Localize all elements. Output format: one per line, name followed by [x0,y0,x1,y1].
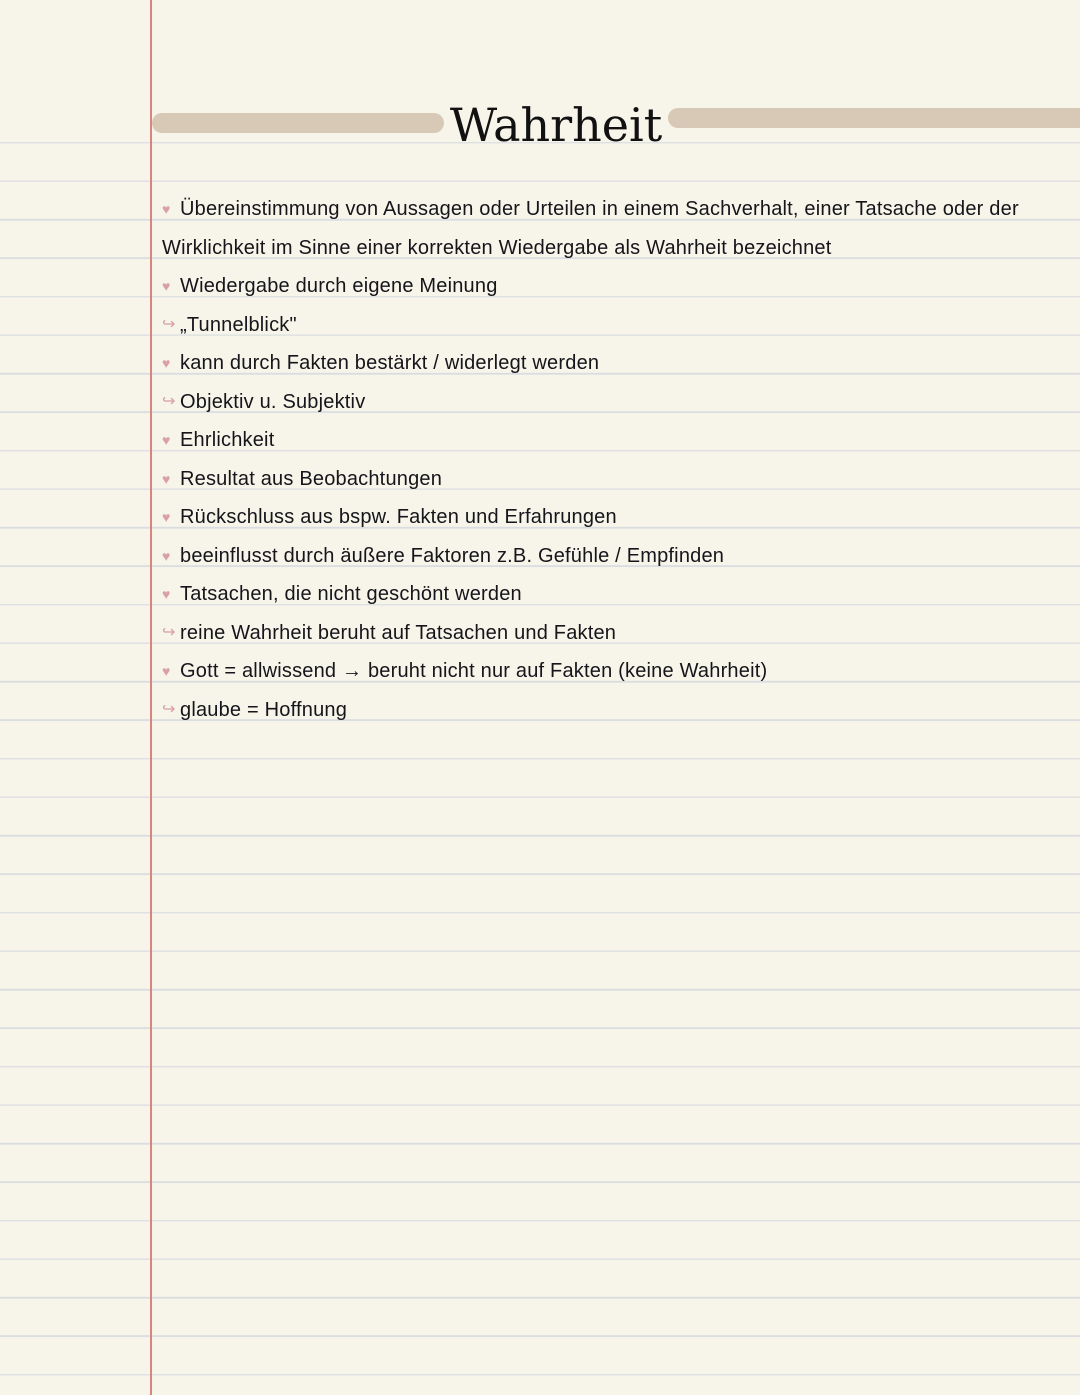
note-text: kann durch Fakten bestärkt / widerlegt werden [180,352,600,374]
list-item [162,498,1042,537]
heart-icon: ♥ [162,586,171,602]
arrow-icon: ↪ [162,700,176,718]
note-text: Ehrlichkeit [180,429,275,451]
note-text: Resultat aus Beobachtungen [180,467,443,490]
note-text: Wiedergabe durch eigene Meinung [180,275,498,297]
note-text: Gott = allwissend → beruht nicht nur auf Fakten (keine Wahrheit) [180,660,768,682]
notes-list [162,190,1042,729]
arrow-icon: ↪ [162,623,176,641]
heart-icon: ♥ [162,432,171,448]
note-text: reine Wahrheit beruht auf Tatsachen und Fakten [180,621,617,644]
arrow-icon: ↪ [162,315,176,333]
heart-icon: ♥ [162,355,171,371]
heart-icon: ♥ [162,547,171,564]
note-text: Übereinstimmung von Aussagen oder Urteilen in einem Sachverhalt, einer Tatsache oder der Wirklichkeit im Sinne einer korrekten Wiedergabe als Wahrheit bezeichnet [162,198,1019,259]
arrow-icon: ↪ [162,392,176,410]
list-item [162,421,1042,460]
list-item [162,460,1042,499]
note-text: Objektiv u. Subjektiv [180,390,366,413]
list-item [162,190,1042,267]
margin-line [150,0,152,1395]
list-item [162,344,1042,383]
note-text: Rückschluss aus bspw. Fakten und Erfahrungen [180,506,617,528]
page-title: Wahrheit [449,98,663,152]
heart-icon: ♥ [162,470,171,487]
title-bar-left [152,113,444,133]
heart-icon: ♥ [162,278,171,294]
heart-icon: ♥ [162,201,171,217]
list-item [162,652,1042,691]
list-item [162,614,1042,653]
list-item [162,575,1042,614]
note-text: Tatsachen, die nicht geschönt werden [180,583,522,605]
note-text: beeinflusst durch äußere Faktoren z.B. Gefühle / Empfinden [180,544,725,567]
list-item [162,267,1042,306]
note-text: glaube = Hoffnung [180,698,348,721]
heart-icon: ♥ [162,663,171,679]
list-item [162,383,1042,422]
title-bar-right [668,108,1080,128]
list-item [162,691,1042,730]
note-text: „Tunnelblick" [180,313,297,336]
list-item [162,306,1042,345]
heart-icon: ♥ [162,509,171,525]
list-item [162,537,1042,576]
